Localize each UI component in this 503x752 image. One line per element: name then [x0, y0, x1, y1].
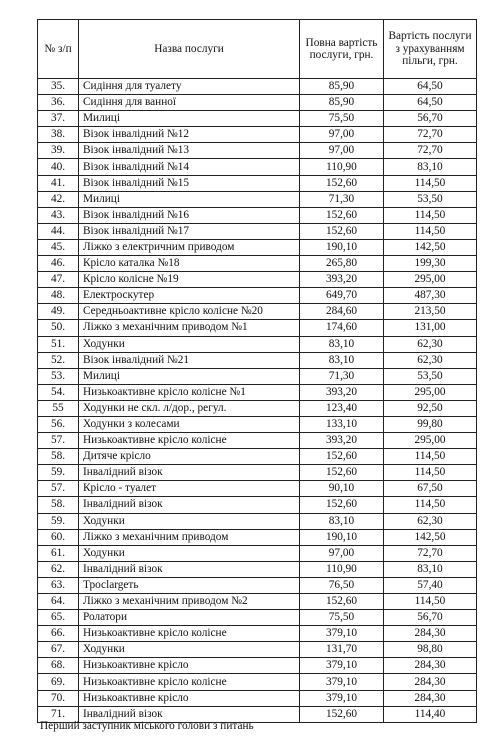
table-row — [38, 223, 477, 239]
row-full-cost: 83,10 — [300, 336, 384, 352]
table-row — [38, 449, 477, 465]
row-service-name: Візок інвалідний №15 — [79, 175, 300, 191]
table-row — [38, 577, 477, 593]
row-number: 36. — [38, 95, 79, 111]
table-row — [38, 481, 477, 497]
row-service-name: Сидіння для ванної — [79, 95, 300, 111]
row-service-name: Ходунки — [79, 545, 300, 561]
row-full-cost: 379,10 — [300, 674, 384, 690]
row-service-name: Середньоактивне крісло колісне №20 — [79, 304, 300, 320]
table-row — [38, 320, 477, 336]
row-number: 39. — [38, 143, 79, 159]
footer-signature-line: Перший заступник міського голови з питань — [40, 720, 254, 732]
row-number: 35. — [38, 79, 79, 95]
table-row — [38, 191, 477, 207]
row-service-name: Електроскутер — [79, 288, 300, 304]
row-full-cost: 393,20 — [300, 384, 384, 400]
row-discount-cost: 67,50 — [384, 481, 477, 497]
row-full-cost: 110,90 — [300, 159, 384, 175]
table-row — [38, 336, 477, 352]
table-row — [38, 658, 477, 674]
table-row — [38, 561, 477, 577]
table-row — [38, 79, 477, 95]
table-row — [38, 352, 477, 368]
table-row — [38, 610, 477, 626]
row-discount-cost: 57,40 — [384, 577, 477, 593]
row-full-cost: 152,60 — [300, 594, 384, 610]
row-number: 57. — [38, 481, 79, 497]
row-service-name: Ходунки — [79, 336, 300, 352]
table-row — [38, 207, 477, 223]
row-service-name: Низькоактивне крісло колісне №1 — [79, 384, 300, 400]
row-discount-cost: 213,50 — [384, 304, 477, 320]
row-discount-cost: 64,50 — [384, 79, 477, 95]
row-number: 50. — [38, 320, 79, 336]
row-service-name: Крісло каталка №18 — [79, 256, 300, 272]
table-row — [38, 111, 477, 127]
table-header-row — [38, 20, 477, 79]
row-full-cost: 265,80 — [300, 256, 384, 272]
row-full-cost: 71,30 — [300, 191, 384, 207]
row-service-name: Низькоактивне крісло колісне — [79, 626, 300, 642]
table-row — [38, 594, 477, 610]
row-full-cost: 379,10 — [300, 626, 384, 642]
table-row — [38, 545, 477, 561]
header-number: № з/п — [38, 20, 79, 79]
table-row — [38, 529, 477, 545]
row-service-name: Інвалідний візок — [79, 465, 300, 481]
row-full-cost: 123,40 — [300, 400, 384, 416]
row-full-cost: 649,70 — [300, 288, 384, 304]
row-number: 66. — [38, 626, 79, 642]
row-full-cost: 90,10 — [300, 481, 384, 497]
row-discount-cost: 56,70 — [384, 610, 477, 626]
row-full-cost: 76,50 — [300, 577, 384, 593]
row-discount-cost: 53,50 — [384, 368, 477, 384]
row-full-cost: 85,90 — [300, 79, 384, 95]
row-number: 42. — [38, 191, 79, 207]
row-service-name: Інвалідний візок — [79, 706, 300, 722]
table-row — [38, 143, 477, 159]
row-service-name: Візок інвалідний №13 — [79, 143, 300, 159]
row-discount-cost: 114,50 — [384, 449, 477, 465]
row-discount-cost: 62,30 — [384, 513, 477, 529]
row-full-cost: 97,00 — [300, 143, 384, 159]
row-full-cost: 190,10 — [300, 529, 384, 545]
row-service-name: Інвалідний візок — [79, 497, 300, 513]
row-discount-cost: 114,40 — [384, 706, 477, 722]
row-number: 53. — [38, 368, 79, 384]
row-service-name: Ліжко з механічним приводом — [79, 529, 300, 545]
row-number: 46. — [38, 256, 79, 272]
row-discount-cost: 62,30 — [384, 336, 477, 352]
row-service-name: Ходунки — [79, 513, 300, 529]
table-row — [38, 272, 477, 288]
row-discount-cost: 53,50 — [384, 191, 477, 207]
row-discount-cost: 295,00 — [384, 433, 477, 449]
row-service-name: Інвалідний візок — [79, 561, 300, 577]
row-service-name: Візок інвалідний №21 — [79, 352, 300, 368]
row-number: 38. — [38, 127, 79, 143]
row-discount-cost: 92,50 — [384, 400, 477, 416]
row-discount-cost: 114,50 — [384, 223, 477, 239]
row-service-name: Ходунки — [79, 642, 300, 658]
row-number: 47. — [38, 272, 79, 288]
row-full-cost: 97,00 — [300, 127, 384, 143]
row-discount-cost: 72,70 — [384, 143, 477, 159]
row-discount-cost: 72,70 — [384, 127, 477, 143]
table-row — [38, 416, 477, 432]
row-service-name: Низькоактивне крісло колісне — [79, 433, 300, 449]
row-number: 43. — [38, 207, 79, 223]
row-number: 70. — [38, 690, 79, 706]
table-row — [38, 288, 477, 304]
row-full-cost: 190,10 — [300, 239, 384, 255]
table-row — [38, 95, 477, 111]
row-discount-cost: 131,00 — [384, 320, 477, 336]
row-discount-cost: 114,50 — [384, 465, 477, 481]
row-full-cost: 393,20 — [300, 272, 384, 288]
header-full-cost: Повна вартість послуги, грн. — [300, 20, 384, 79]
table-row — [38, 256, 477, 272]
row-full-cost: 152,60 — [300, 497, 384, 513]
row-number: 52. — [38, 352, 79, 368]
row-discount-cost: 62,30 — [384, 352, 477, 368]
table-row — [38, 690, 477, 706]
row-full-cost: 83,10 — [300, 513, 384, 529]
row-discount-cost: 284,30 — [384, 626, 477, 642]
row-full-cost: 379,10 — [300, 658, 384, 674]
row-number: 60. — [38, 529, 79, 545]
table-row — [38, 384, 477, 400]
table-row — [38, 513, 477, 529]
services-price-table — [37, 19, 477, 723]
row-number: 58. — [38, 449, 79, 465]
table-row — [38, 127, 477, 143]
row-number: 58. — [38, 497, 79, 513]
row-full-cost: 152,60 — [300, 223, 384, 239]
row-number: 67. — [38, 642, 79, 658]
row-full-cost: 152,60 — [300, 207, 384, 223]
row-full-cost: 75,50 — [300, 610, 384, 626]
row-discount-cost: 114,50 — [384, 594, 477, 610]
row-service-name: Візок інвалідний №17 — [79, 223, 300, 239]
row-service-name: Милиці — [79, 111, 300, 127]
table-row — [38, 497, 477, 513]
row-number: 63. — [38, 577, 79, 593]
header-discount-cost: Вартість послуги з урахуванням пільги, грн. — [384, 20, 477, 79]
row-discount-cost: 199,30 — [384, 256, 477, 272]
row-discount-cost: 114,50 — [384, 207, 477, 223]
row-discount-cost: 295,00 — [384, 384, 477, 400]
row-full-cost: 83,10 — [300, 352, 384, 368]
row-service-name: Низькоактивне крісло колісне — [79, 674, 300, 690]
row-service-name: Ролатори — [79, 610, 300, 626]
row-full-cost: 110,90 — [300, 561, 384, 577]
row-number: 59. — [38, 513, 79, 529]
table-row — [38, 304, 477, 320]
row-full-cost: 85,90 — [300, 95, 384, 111]
row-service-name: Ходунки не скл. л/дор., регул. — [79, 400, 300, 416]
row-discount-cost: 56,70 — [384, 111, 477, 127]
row-discount-cost: 98,80 — [384, 642, 477, 658]
row-service-name: Тросlargeть — [79, 577, 300, 593]
row-discount-cost: 284,30 — [384, 658, 477, 674]
row-number: 41. — [38, 175, 79, 191]
table-row — [38, 642, 477, 658]
row-service-name: Ліжко з механічним приводом №1 — [79, 320, 300, 336]
row-service-name: Візок інвалідний №12 — [79, 127, 300, 143]
row-discount-cost: 284,30 — [384, 690, 477, 706]
row-service-name: Низькоактивне крісло — [79, 658, 300, 674]
row-number: 45. — [38, 239, 79, 255]
row-full-cost: 379,10 — [300, 690, 384, 706]
row-discount-cost: 83,10 — [384, 159, 477, 175]
row-service-name: Ходунки з колесами — [79, 416, 300, 432]
table-row — [38, 159, 477, 175]
row-discount-cost: 142,50 — [384, 239, 477, 255]
row-number: 65. — [38, 610, 79, 626]
row-service-name: Милиці — [79, 191, 300, 207]
row-number: 55 — [38, 400, 79, 416]
row-full-cost: 152,60 — [300, 706, 384, 722]
row-discount-cost: 114,50 — [384, 175, 477, 191]
row-discount-cost: 72,70 — [384, 545, 477, 561]
row-service-name: Крісло колісне №19 — [79, 272, 300, 288]
row-service-name: Крісло - туалет — [79, 481, 300, 497]
row-number: 37. — [38, 111, 79, 127]
row-number: 61. — [38, 545, 79, 561]
row-service-name: Низькоактивне крісло — [79, 690, 300, 706]
row-service-name: Візок інвалідний №16 — [79, 207, 300, 223]
row-number: 64. — [38, 594, 79, 610]
row-discount-cost: 295,00 — [384, 272, 477, 288]
row-service-name: Ліжко з механічним приводом №2 — [79, 594, 300, 610]
row-full-cost: 152,60 — [300, 449, 384, 465]
row-number: 57. — [38, 433, 79, 449]
row-full-cost: 284,60 — [300, 304, 384, 320]
row-full-cost: 393,20 — [300, 433, 384, 449]
table-row — [38, 239, 477, 255]
row-full-cost: 75,50 — [300, 111, 384, 127]
row-number: 59. — [38, 465, 79, 481]
row-full-cost: 97,00 — [300, 545, 384, 561]
row-service-name: Візок інвалідний №14 — [79, 159, 300, 175]
row-full-cost: 131,70 — [300, 642, 384, 658]
row-full-cost: 71,30 — [300, 368, 384, 384]
row-number: 54. — [38, 384, 79, 400]
row-number: 71. — [38, 706, 79, 722]
header-service-name: Назва послуги — [79, 20, 300, 79]
table-row — [38, 433, 477, 449]
table-row — [38, 465, 477, 481]
row-number: 51. — [38, 336, 79, 352]
table-row — [38, 626, 477, 642]
row-number: 44. — [38, 223, 79, 239]
row-discount-cost: 142,50 — [384, 529, 477, 545]
row-service-name: Дитяче крісло — [79, 449, 300, 465]
row-full-cost: 152,60 — [300, 175, 384, 191]
row-number: 68. — [38, 658, 79, 674]
row-discount-cost: 83,10 — [384, 561, 477, 577]
row-service-name: Сидіння для туалету — [79, 79, 300, 95]
row-discount-cost: 64,50 — [384, 95, 477, 111]
table-row — [38, 400, 477, 416]
row-service-name: Ліжко з електричним приводом — [79, 239, 300, 255]
table-row — [38, 674, 477, 690]
row-service-name: Милиці — [79, 368, 300, 384]
row-discount-cost: 284,30 — [384, 674, 477, 690]
table-row — [38, 368, 477, 384]
row-full-cost: 152,60 — [300, 465, 384, 481]
row-number: 48. — [38, 288, 79, 304]
row-discount-cost: 487,30 — [384, 288, 477, 304]
row-full-cost: 174,60 — [300, 320, 384, 336]
row-discount-cost: 99,80 — [384, 416, 477, 432]
row-discount-cost: 114,50 — [384, 497, 477, 513]
row-full-cost: 133,10 — [300, 416, 384, 432]
row-number: 69. — [38, 674, 79, 690]
row-number: 40. — [38, 159, 79, 175]
row-number: 62. — [38, 561, 79, 577]
row-number: 56. — [38, 416, 79, 432]
row-number: 49. — [38, 304, 79, 320]
table-row — [38, 175, 477, 191]
document-page — [37, 19, 477, 723]
